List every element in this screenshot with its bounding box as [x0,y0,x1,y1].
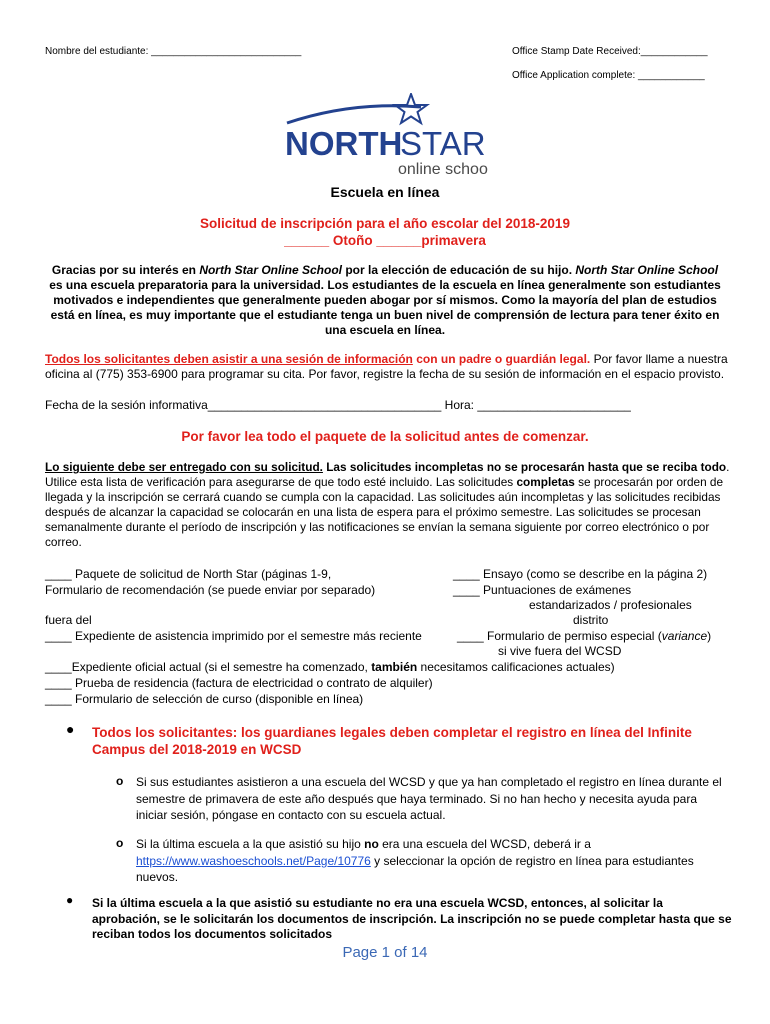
new-students-text-1: Si la última escuela a la que asistió su hijo [136,837,365,851]
read-all-notice: Por favor lea todo el paquete de la solicitud antes de comenzar. [181,429,589,444]
logo-star-text: STAR [400,125,486,162]
new-students-text-3: y seleccionar la opción de registro en línea para estudiantes nuevos. [136,853,694,884]
session-guardian-text: con un padre o guardián legal. [412,352,591,366]
checklist-item-residency: ____ Prueba de residencia (factura de electricidad o contrato de alquiler) [45,676,433,690]
page-number: Page 1 of 14 [342,944,428,961]
checklist-item-attendance: ____ Expediente de asistencia imprimido por el semestre más reciente [45,629,422,643]
checklist-district: distrito [573,613,609,627]
checklist-item-test-scores: ____ Puntuaciones de exámenes [453,583,632,597]
intro-school-name-2: North Star Online School [575,263,719,277]
intro-text-3: es una escuela preparatoria para la universidad. Los estudiantes de la escuela en línea generalmente son estudiantes motivados e independientes que generalmente pueden abogar por sí mismos. Como la mayoría del plan de estudios está en línea, es muy importante que el estudiante tenga un buen nivel de comprensión de lectura para tener éxito en una escuela en línea. [49,278,721,337]
intro-text-2: por la elección de educación de su hijo. [342,263,576,277]
office-application-complete-field: Office Application complete: ____________ [512,70,705,81]
checklist-variance-cont: si vive fuera del WCSD [498,644,622,658]
session-paragraph [45,352,735,382]
checklist-item-recommendation: Formulario de recomendación (se puede enviar por separado) [45,583,376,597]
sub-bullet-wcsd-students: Si sus estudiantes asistieron a una escuela del WCSD y que ya han completado el registro en línea durante el semestre de primavera de este año después que haya terminado. Si no han hecho y necesita ayuda para iniciar sesión, póngase en contacto con su escuela actual. [136,775,722,822]
submission-incomplete-note: Las solicitudes incompletas no se procesarán hasta que se reciba todo [322,460,727,474]
checklist-item-variance [457,629,711,645]
new-students-no: no [364,837,379,851]
north-star-logo [283,93,488,178]
intro-school-name: North Star Online School [199,263,342,277]
student-name-field: Nombre del estudiante: ___________________________ [45,46,302,57]
sub-bullet-icon-2: o [116,836,124,850]
sub-bullet-new-students [136,836,731,886]
semester-selection: ______ Otoño ______primavera [284,233,486,248]
intro-paragraph [45,263,725,338]
washoe-schools-link[interactable]: https://www.washoeschools.net/Page/10776 [136,853,371,868]
session-required-text: Todos los solicitantes deben asistir a una sesión de información [45,352,413,366]
transcript-also: también [371,660,418,674]
north-star-logo-mark [283,93,488,178]
submission-lead: Lo siguiente debe ser entregado con su solicitud. [45,460,323,474]
variance-text: ____ Formulario de permiso especial ( [457,629,662,643]
application-heading: Solicitud de inscripción para el año escolar del 2018-2019 [200,216,570,231]
page-title: Escuela en línea [330,184,440,200]
submission-text-2: se procesarán por orden de llegada y la inscripción se cerrará cuando se cumpla con la capacidad. Las solicitudes aún incompletas y las solicitudes recibidas después de alcanzar la capacidad se colocarán en una lista de espera para el próximo semestre. Las solicitudes se procesan semanalmente durante el período de inscripción y las notificaciones se envían la semana siguiente por correo electrónico o por correo. [45,475,724,549]
logo-sub-text: online school [398,161,488,178]
checklist-test-scores-cont: estandarizados / profesionales [529,598,692,612]
new-students-text-2: era una escuela del WCSD, deberá ir a [378,837,591,851]
bullet-dot-icon: ● [66,721,75,737]
star-icon [395,94,427,123]
bullet-non-wcsd: Si la última escuela a la que asistió su estudiante no era una escuela WCSD, entonces, al solicitar la aprobación, se le solicitarán los documentos de inscripción. La inscripción no se puede completar hasta que se reciban todos los documentos solicitados [92,896,732,941]
transcript-text: ____Expediente oficial actual (si el semestre ha comenzado, [45,660,372,674]
sub-bullet-icon: o [116,774,124,788]
checklist-item-course-selection: ____ Formulario de selección de curso (disponible en línea) [45,692,364,706]
checklist-item-application-packet: ____ Paquete de solicitud de North Star (páginas 1-9, [45,567,332,581]
submission-paragraph [45,460,735,550]
intro-text-1: Gracias por su interés en [51,263,200,277]
transcript-text-end: necesitamos calificaciones actuales) [417,660,615,674]
bullet-registration: Todos los solicitantes: los guardianes legales deben completar el registro en línea del Infinite Campus del 2018-2019 en WCSD [92,725,692,757]
variance-word: variance [661,629,708,643]
submission-complete-word: completas [516,475,575,489]
office-stamp-date-field: Office Stamp Date Received:____________ [512,46,708,57]
variance-close: ) [707,629,712,643]
checklist-item-essay: ____ Ensayo (como se describe en la página 2) [453,567,708,581]
bullet-dot-icon-2: ● [66,893,74,907]
checklist-text-outside: fuera del [45,613,92,627]
session-instructions: Por favor llame a nuestra oficina al (775) 353-6900 para programar su cita. Por favor, registre la fecha de su sesión de información en el espacio provisto. [45,352,728,381]
logo-north-text: NORTH [285,125,403,162]
checklist-item-transcript [45,660,615,676]
session-date-line: Fecha de la sesión informativa___________________________________ Hora: _______________________ [45,398,631,412]
submission-text-1: . Utilice esta lista de verificación para asegurarse de que todo esté incluido. Las solicitudes [45,460,730,489]
